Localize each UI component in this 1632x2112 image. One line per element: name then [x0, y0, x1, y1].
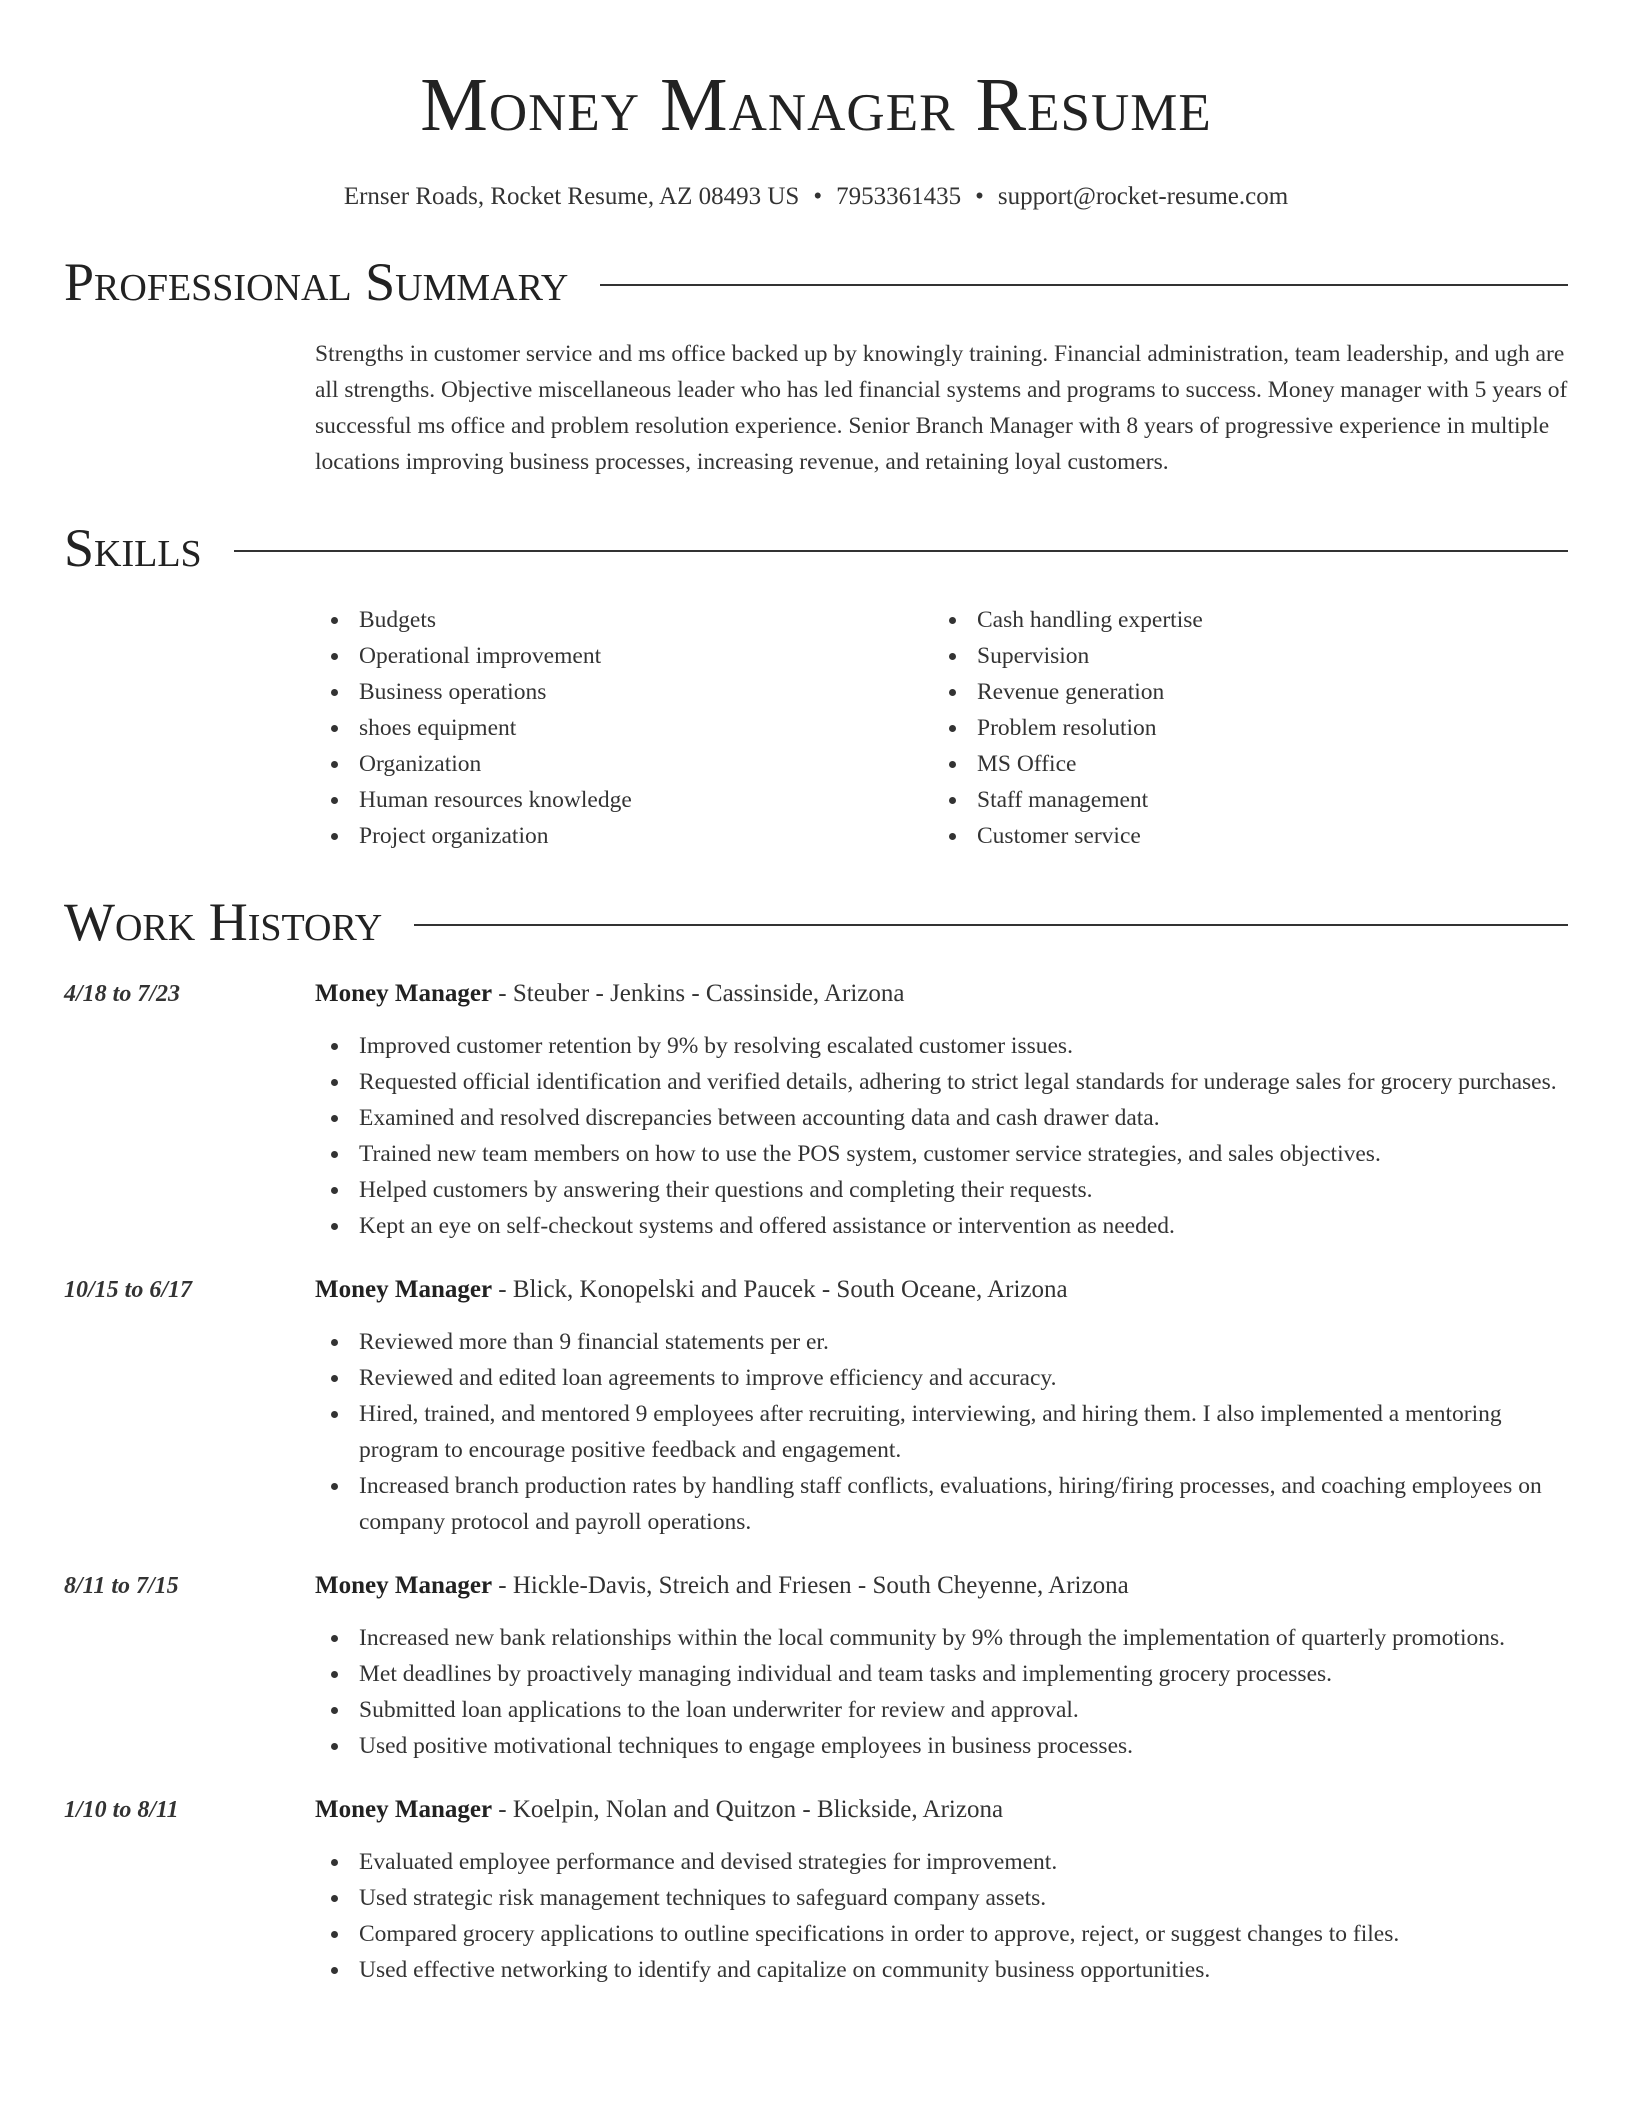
work-heading: Work History: [64, 892, 383, 952]
skills-column-left: [315, 602, 933, 854]
job-bullets: [315, 1844, 1568, 1988]
skill-item: Business operations: [315, 674, 933, 710]
job-title: Money Manager: [315, 1276, 493, 1303]
job-role-line: [315, 1272, 1568, 1308]
document-title: Money Manager Resume: [420, 63, 1212, 147]
skill-item: Budgets: [315, 602, 933, 638]
skill-item: MS Office: [933, 746, 1551, 782]
summary-heading: Professional Summary: [64, 252, 569, 312]
contact-address: Ernser Roads, Rocket Resume, AZ 08493 US: [343, 183, 800, 210]
job-employer: - Steuber - Jenkins - Cassinside, Arizona: [492, 980, 905, 1007]
job-dates: 4/18 to 7/23: [64, 981, 181, 1007]
skills-heading: Skills: [64, 518, 202, 578]
job-bullets: [315, 1620, 1568, 1764]
skills-column-right: [933, 602, 1551, 854]
job-bullet: Kept an eye on self-checkout systems and offered assistance or intervention as needed.: [315, 1208, 1568, 1244]
skill-item: Revenue generation: [933, 674, 1551, 710]
contact-email: support@rocket-resume.com: [997, 183, 1289, 210]
section-divider: [234, 550, 1568, 552]
summary-section-header: [64, 250, 1568, 314]
job-employer: - Hickle-Davis, Streich and Friesen - South Cheyenne, Arizona: [492, 1572, 1129, 1599]
contact-phone: 7953361435: [836, 183, 962, 210]
job-bullet: Reviewed and edited loan agreements to improve efficiency and accuracy.: [315, 1360, 1568, 1396]
contact-line: [64, 180, 1568, 214]
summary-text: Strengths in customer service and ms office backed up by knowingly training. Financial administration, team leadership, and ugh are all strengths. Objective miscellaneous leader who has led financial systems and programs to success. Money manager with 5 years of successful ms office and problem resolution experience. Senior Branch Manager with 8 years of progressive experience in multiple locations improving business processes, increasing revenue, and retaining loyal customers.: [315, 341, 1568, 475]
job-title: Money Manager: [315, 1796, 493, 1823]
job-title: Money Manager: [315, 1572, 493, 1599]
job-entry: [64, 1272, 1568, 1540]
skill-item: Operational improvement: [315, 638, 933, 674]
job-bullet: Reviewed more than 9 financial statements per er.: [315, 1324, 1568, 1360]
job-dates: 8/11 to 7/15: [64, 1573, 179, 1599]
contact-separator: •: [975, 183, 984, 210]
skill-item: Organization: [315, 746, 933, 782]
job-bullets: [315, 1028, 1568, 1244]
skill-item: Customer service: [933, 818, 1551, 854]
job-bullet: Submitted loan applications to the loan underwriter for review and approval.: [315, 1692, 1568, 1728]
job-bullet: Trained new team members on how to use the POS system, customer service strategies, and sales objectives.: [315, 1136, 1568, 1172]
job-bullet: Examined and resolved discrepancies between accounting data and cash drawer data.: [315, 1100, 1568, 1136]
job-role-line: [315, 976, 1568, 1012]
skill-item: Project organization: [315, 818, 933, 854]
job-bullet: Increased branch production rates by handling staff conflicts, evaluations, hiring/firing processes, and coaching employees on company protocol and payroll operations.: [315, 1468, 1568, 1540]
job-role-line: [315, 1792, 1568, 1828]
section-divider: [414, 924, 1568, 926]
job-bullet: Met deadlines by proactively managing individual and team tasks and implementing grocery processes.: [315, 1656, 1568, 1692]
work-section-header: [64, 890, 1568, 954]
job-entry: [64, 1568, 1568, 1764]
job-dates: 1/10 to 8/11: [64, 1797, 179, 1823]
job-bullet: Used positive motivational techniques to engage employees in business processes.: [315, 1728, 1568, 1764]
skill-item: Cash handling expertise: [933, 602, 1551, 638]
job-employer: - Blick, Konopelski and Paucek - South Oceane, Arizona: [492, 1276, 1068, 1303]
skill-item: Supervision: [933, 638, 1551, 674]
contact-separator: •: [813, 183, 823, 210]
skill-item: Problem resolution: [933, 710, 1551, 746]
job-bullet: Used effective networking to identify and capitalize on community business opportunities.: [315, 1952, 1568, 1988]
skill-item: Staff management: [933, 782, 1551, 818]
job-bullet: Used strategic risk management techniques to safeguard company assets.: [315, 1880, 1568, 1916]
job-employer: - Koelpin, Nolan and Quitzon - Blickside, Arizona: [492, 1796, 1004, 1823]
skills-section-header: [64, 516, 1568, 580]
job-dates: 10/15 to 6/17: [64, 1277, 193, 1303]
job-bullet: Requested official identification and verified details, adhering to strict legal standards for underage sales for grocery purchases.: [315, 1064, 1568, 1100]
job-bullet: Compared grocery applications to outline specifications in order to approve, reject, or suggest changes to files.: [315, 1916, 1568, 1952]
skill-item: shoes equipment: [315, 710, 933, 746]
job-title: Money Manager: [315, 980, 493, 1007]
skill-item: Human resources knowledge: [315, 782, 933, 818]
job-bullet: Increased new bank relationships within the local community by 9% through the implementation of quarterly promotions.: [315, 1620, 1568, 1656]
section-divider: [600, 284, 1568, 286]
job-bullet: Helped customers by answering their questions and completing their requests.: [315, 1172, 1568, 1208]
job-bullet: Improved customer retention by 9% by resolving escalated customer issues.: [315, 1028, 1568, 1064]
job-entry: [64, 976, 1568, 1244]
job-bullet: Evaluated employee performance and devised strategies for improvement.: [315, 1844, 1568, 1880]
job-bullet: Hired, trained, and mentored 9 employees after recruiting, interviewing, and hiring them. I also implemented a mentoring program to encourage positive feedback and engagement.: [315, 1396, 1568, 1468]
job-role-line: [315, 1568, 1568, 1604]
job-entry: [64, 1792, 1568, 1988]
skills-list: [315, 602, 1568, 854]
job-bullets: [315, 1324, 1568, 1540]
